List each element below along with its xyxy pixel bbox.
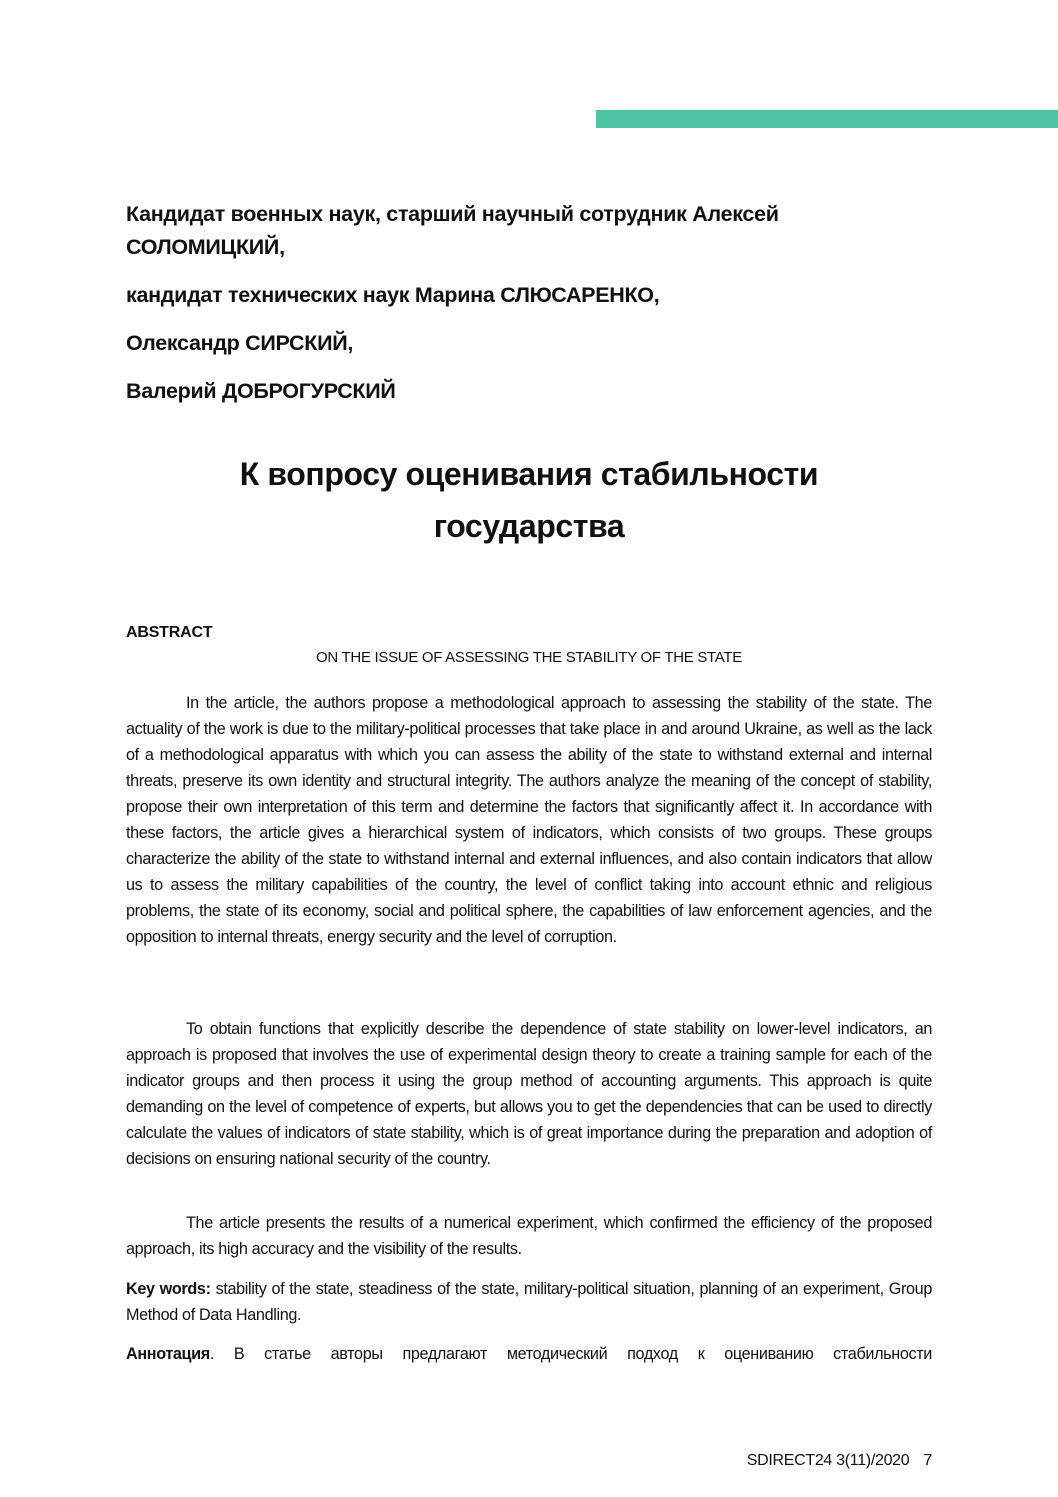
- article-title: [126, 448, 932, 552]
- author-line: Олександр СИРСКИЙ,: [126, 331, 354, 355]
- abstract-paragraph: The article presents the results of a numerical experiment, which confirmed the efficiency of the proposed approach, its high accuracy and the visibility of the results.: [126, 1214, 932, 1258]
- abstract-paragraph-1-block: [126, 690, 932, 950]
- accent-bar: [596, 110, 1058, 128]
- annotation-label: Аннотация: [126, 1345, 210, 1363]
- english-title: ON THE ISSUE OF ASSESSING THE STABILITY OF THE STATE: [316, 649, 742, 666]
- author-line: кандидат технических наук Марина СЛЮСАРЕНКО,: [126, 283, 660, 307]
- title-line-2: государства: [433, 508, 625, 544]
- annotation: [126, 1341, 932, 1367]
- abstract-paragraph-3-block: [126, 1210, 932, 1262]
- keywords-block: [126, 1276, 932, 1328]
- journal-issue: SDIRECT24 3(11)/2020: [746, 1452, 910, 1469]
- author-line: СОЛОМИЦКИЙ,: [126, 235, 285, 259]
- abstract-paragraph-2-block: [126, 1016, 932, 1172]
- keywords-text: stability of the state, steadiness of the state, military-political situation, planning of an experiment, Group Method of Data Handling.: [126, 1280, 932, 1324]
- author-list: [126, 198, 926, 408]
- keywords-label: Key words:: [126, 1280, 211, 1298]
- page-footer: [747, 1452, 932, 1470]
- keywords: [126, 1276, 932, 1328]
- page-number: 7: [923, 1452, 932, 1469]
- abstract-heading: ABSTRACT: [126, 624, 213, 641]
- author-line: Валерий ДОБРОГУРСКИЙ: [126, 379, 396, 403]
- annotation-block: [126, 1341, 932, 1367]
- author-line: Кандидат военных наук, старший научный сотрудник Алексей: [126, 202, 779, 226]
- abstract-paragraph: In the article, the authors propose a methodological approach to assessing the stability of the state. The actuality of the work is due to the military-political processes that take place in and around Ukraine, as well as the lack of a methodological apparatus with which you can assess the ability of the state to withstand external and internal threats, preserve its own identity and structural integrity. The authors analyze the meaning of the concept of stability, propose their own interpretation of this term and determine the factors that significantly affect it. In accordance with these factors, the article gives a hierarchical system of indicators, which consists of two groups. These groups characterize the ability of the state to withstand internal and external influences, and also contain indicators that allow us to assess the military capabilities of the country, the level of conflict taking into account ethnic and religious problems, the state of its economy, social and political sphere, the capabilities of law enforcement agencies, and the opposition to internal threats, energy security and the level of corruption.: [126, 694, 932, 946]
- abstract-paragraph: To obtain functions that explicitly describe the dependence of state stability on lower-level indicators, an approach is proposed that involves the use of experimental design theory to create a training sample for each of the indicator groups and then process it using the group method of accounting arguments. This approach is quite demanding on the level of competence of experts, but allows you to get the dependencies that can be used to directly calculate the values of indicators of state stability, which is of great importance during the preparation and adoption of decisions on ensuring national security of the country.: [126, 1020, 932, 1168]
- annotation-text: . В статье авторы предлагают методический подход к оцениванию стабильности: [209, 1345, 932, 1363]
- title-line-1: К вопросу оценивания стабильности: [239, 456, 819, 492]
